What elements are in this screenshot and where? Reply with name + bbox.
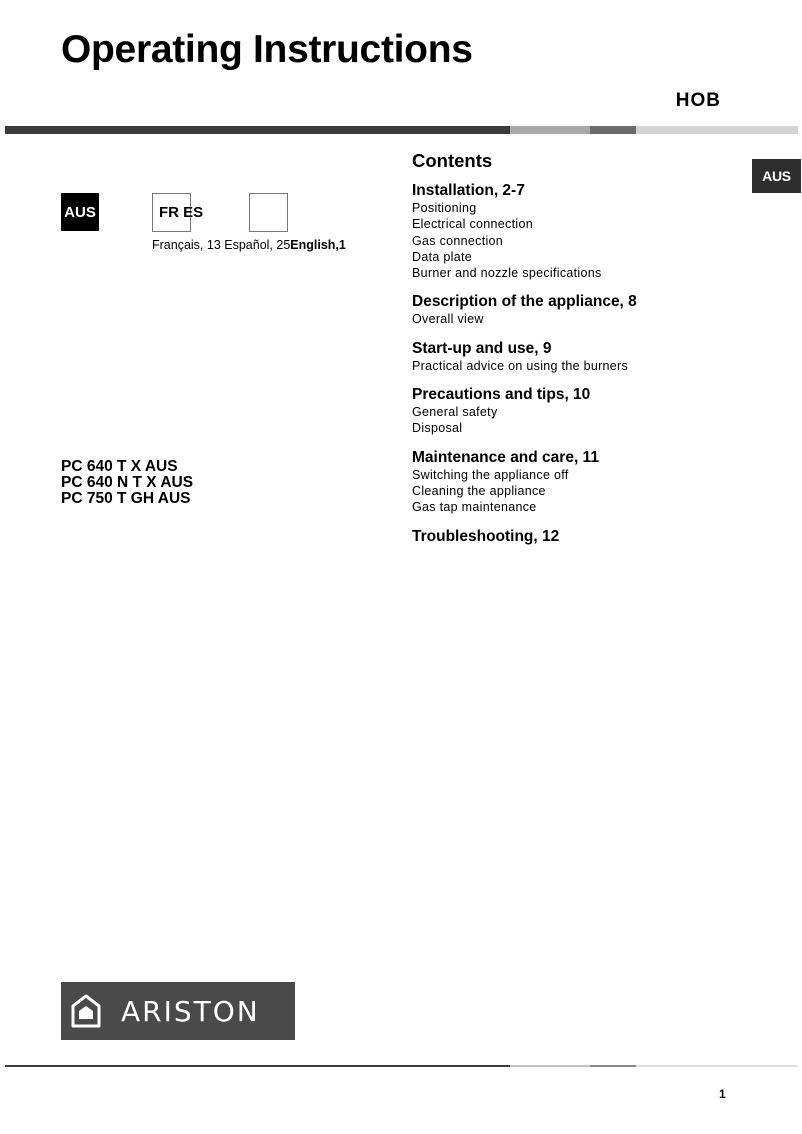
toc-section-title: Maintenance and care, 11 [412, 448, 599, 466]
language-pages-other: Français, 13 Español, 25 [152, 238, 291, 252]
toc-section-precautions [412, 386, 752, 437]
language-codes: FR ES [159, 204, 204, 221]
toc-section-title: Installation, 2-7 [412, 182, 525, 199]
toc-item: Disposal [412, 421, 463, 436]
toc-item: Data plate [412, 249, 472, 264]
footer-rule-dark [5, 1065, 510, 1067]
language-box-es [249, 193, 288, 232]
model-name: PC 640 N T X AUS [61, 474, 194, 491]
page-number: 1 [719, 1087, 726, 1101]
model-name: PC 640 T X AUS [61, 458, 178, 475]
toc-item: Burner and nozzle specifications [412, 266, 602, 281]
toc-item: Overall view [412, 312, 484, 327]
toc-section-title: Precautions and tips, 10 [412, 386, 591, 404]
footer-rule-mid [510, 1065, 590, 1067]
toc-item: Cleaning the appliance [412, 483, 546, 498]
language-badge-active: AUS [61, 193, 99, 231]
product-type: HOB [675, 90, 721, 111]
toc-item: Practical advice on using the burners [412, 358, 629, 373]
contents-heading: Contents [412, 150, 493, 171]
toc-item: General safety [412, 405, 498, 420]
ariston-logo [61, 982, 295, 1040]
toc-item: Gas tap maintenance [412, 500, 537, 515]
language-pages-current: English,1 [290, 238, 346, 252]
page-title: Operating Instructions [61, 28, 473, 71]
header-rule-dark2 [590, 126, 636, 134]
header-rule-light [636, 126, 798, 134]
house-icon [71, 994, 101, 1028]
header-rule-mid [510, 126, 590, 134]
toc-section-title: Start-up and use, 9 [412, 339, 552, 357]
model-list [61, 459, 193, 507]
toc-section-installation [412, 182, 752, 281]
brand-name: ARISTON [121, 994, 260, 1028]
toc-section-startup [412, 340, 752, 374]
toc-item: Switching the appliance off [412, 467, 569, 482]
toc-section-maintenance [412, 449, 752, 516]
footer-rule-dark2 [590, 1065, 636, 1067]
footer-rule-light [636, 1065, 798, 1067]
toc-item: Electrical connection [412, 217, 533, 232]
toc-section-description [412, 293, 752, 327]
table-of-contents [412, 150, 752, 558]
toc-section-title: Description of the appliance, 8 [412, 293, 637, 311]
language-side-tab: AUS [752, 159, 801, 193]
toc-item: Gas connection [412, 233, 504, 248]
toc-item: Positioning [412, 201, 477, 215]
language-page-index [152, 238, 346, 252]
toc-section-title: Troubleshooting, 12 [412, 527, 560, 545]
toc-section-troubleshooting [412, 528, 752, 546]
header-rule-dark [5, 126, 510, 134]
model-name: PC 750 T GH AUS [61, 490, 191, 507]
